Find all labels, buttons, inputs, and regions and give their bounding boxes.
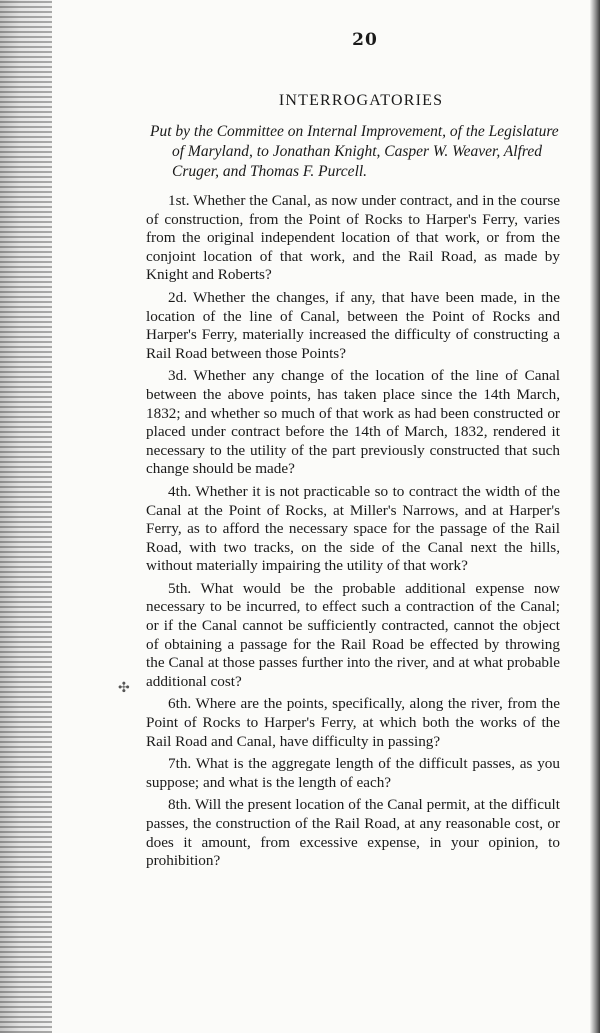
- subtitle: Put by the Committee on Internal Improvement, of the Legislature of Maryland, to Jonathan Knight, Casper W. Weaver, Alfred Cruger, and Thomas F. Purcell.: [150, 123, 559, 180]
- page-edge-shadow: [590, 0, 600, 1033]
- text-column: [140, 30, 560, 875]
- interrogatory-1: 1st. Whether the Canal, as now under contract, and in the course of construction, from the Point of Rocks to Harper's Ferry, varies from the original independent location of that work, or from the conjoint location of that work, and the Rail Road, as made by Knight and Roberts?: [146, 192, 560, 284]
- interrogatory-6: 6th. Where are the points, specifically, along the river, from the Point of Rocks to Harper's Ferry, at which both the works of the Rail Road and Canal, have difficulty in passing?: [146, 695, 560, 750]
- binding-edge: [0, 0, 52, 1033]
- interrogatory-5: 5th. What would be the probable additional expense now necessary to be incurred, to effect such a contraction of the Canal; or if the Canal cannot be sufficiently contracted, cannot the object of obtaining a passage for the Rail Road be effected by throwing the Canal at those passes further into the river, and at what probable additional cost?: [146, 579, 560, 690]
- interrogatory-2: 2d. Whether the changes, if any, that have been made, in the location of the line of Canal, between the Point of Rocks and Harper's Ferry, materially increased the difficulty of constructing a Rail Road between those Points?: [146, 288, 560, 362]
- page-heading: INTERROGATORIES: [278, 92, 444, 109]
- interrogatory-3: 3d. Whether any change of the location of the line of Canal between the above points, has taken place since the 14th March, 1832; and whether so much of that work as had been constructed or placed under contract before the 14th of March, 1832, rendered it necessary to the utility of the part previously constructed that such change should be made?: [146, 367, 560, 478]
- page-number: 20: [352, 30, 378, 50]
- interrogatory-8: 8th. Will the present location of the Canal permit, at the difficult passes, the construction of the Rail Road, at any reasonable cost, or does it amount, from excessive expense, in your opinion, to prohibition?: [146, 796, 560, 870]
- interrogatory-4: 4th. Whether it is not practicable so to contract the width of the Canal at the Point of Rocks, at Miller's Narrows, and at Harper's Ferry, as to afford the necessary space for the passage of the Rail Road, with two tracks, on the side of the Canal next the hills, without materially impairing the utility of that work?: [146, 482, 560, 575]
- interrogatories-list: [146, 192, 560, 871]
- interrogatory-7: 7th. What is the aggregate length of the difficult passes, as you suppose; and what is the length of each?: [146, 755, 560, 791]
- stray-ink-mark: ✣: [118, 680, 130, 696]
